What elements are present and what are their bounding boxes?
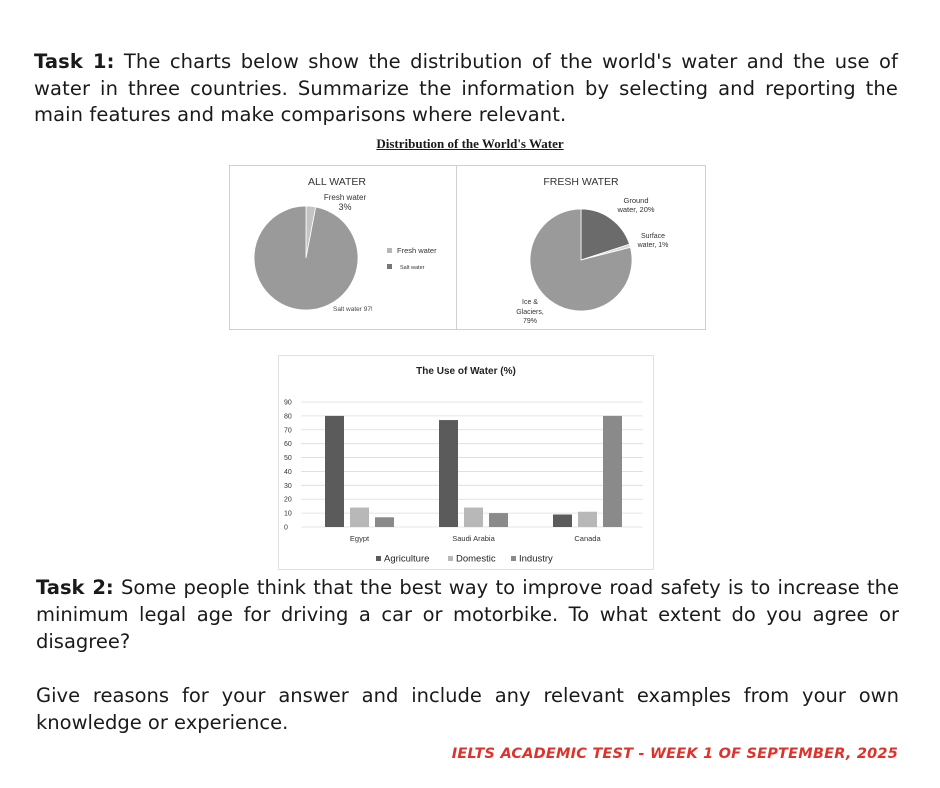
ground-water-label-1: Ground	[623, 196, 649, 205]
x-category-label: Canada	[574, 534, 601, 543]
legend-salt-water: Salt water	[400, 265, 425, 271]
bar-agriculture-canada	[553, 515, 572, 528]
surface-water-label-2: water, 1%	[637, 242, 669, 249]
task1-label: Task 1:	[34, 50, 115, 73]
bar-domestic-canada	[578, 512, 597, 527]
fresh-water-value: 3%	[338, 202, 352, 212]
footer-test-label: IELTS ACADEMIC TEST - WEEK 1 OF SEPTEMBER, 2025	[451, 746, 898, 762]
bar-domestic-saudi-arabia	[464, 508, 483, 527]
all-water-title: ALL WATER	[308, 176, 366, 188]
y-tick-label: 0	[284, 524, 288, 532]
bar-chart-title: The Use of Water (%)	[416, 366, 516, 377]
ice-glaciers-label-1: Ice &	[522, 299, 538, 306]
y-tick-label: 40	[284, 468, 292, 476]
task2-text: Some people think that the best way to improve road safety is to increase the minimum legal age for driving a car or motorbike. To what extent do you agree or disagree?	[36, 576, 899, 653]
legend-swatch-domestic	[448, 556, 453, 561]
task2-paragraph-1	[36, 574, 899, 655]
bar-agriculture-egypt	[325, 416, 344, 527]
y-tick-label: 50	[284, 455, 292, 463]
x-category-label: Saudi Arabia	[452, 534, 495, 543]
ground-water-label-2: water, 20%	[617, 205, 655, 214]
legend-swatch-fresh	[387, 248, 392, 253]
salt-water-label: Salt water 97!	[333, 306, 373, 313]
fresh-water-title: FRESH WATER	[543, 176, 619, 188]
legend-swatch-industry	[511, 556, 516, 561]
all-water-pie-chart	[229, 165, 479, 330]
task2-paragraph-2: Give reasons for your answer and include any relevant examples from your own knowledge or experience.	[36, 684, 899, 734]
y-tick-label: 10	[284, 510, 292, 518]
fresh-water-pie-svg	[457, 166, 705, 329]
surface-water-label-1: Surface	[640, 233, 666, 240]
legend-swatch-salt	[387, 264, 392, 269]
task1-prompt	[34, 49, 898, 129]
y-tick-label: 70	[284, 427, 292, 435]
bar-industry-egypt	[375, 517, 394, 527]
pie-slice-salt-water	[254, 206, 358, 310]
figure-title: Distribution of the World's Water	[376, 136, 564, 151]
y-tick-label: 60	[284, 441, 292, 449]
ice-glaciers-label-3: 79%	[522, 318, 538, 325]
fresh-water-pie-chart	[456, 165, 706, 330]
water-use-bar-svg	[279, 356, 653, 569]
y-tick-label: 90	[284, 399, 292, 407]
legend-agriculture: Agriculture	[384, 553, 430, 565]
legend-domestic: Domestic	[456, 553, 496, 565]
y-tick-label: 80	[284, 413, 292, 421]
y-tick-label: 30	[284, 482, 292, 490]
bar-industry-canada	[603, 416, 622, 527]
legend-fresh-water: Fresh water	[397, 246, 437, 255]
bar-agriculture-saudi-arabia	[439, 420, 458, 527]
legend-swatch-agriculture	[376, 556, 381, 561]
task2-prompt	[36, 574, 899, 736]
ice-glaciers-label-2: Glaciers,	[516, 309, 544, 316]
fresh-water-label: Fresh water	[323, 193, 367, 202]
x-category-label: Egypt	[349, 534, 370, 543]
bar-domestic-egypt	[350, 508, 369, 527]
legend-industry: Industry	[519, 553, 553, 565]
bar-industry-saudi-arabia	[489, 513, 508, 527]
all-water-pie-svg	[230, 166, 478, 329]
y-tick-label: 20	[284, 496, 292, 504]
task2-label: Task 2:	[36, 576, 114, 599]
water-use-bar-chart	[278, 355, 654, 570]
task1-text: The charts below show the distribution of the world's water and the use of water in three countries. Summarize the information by selecting and reporting the main features and make comparisons where relevant.	[34, 50, 898, 126]
